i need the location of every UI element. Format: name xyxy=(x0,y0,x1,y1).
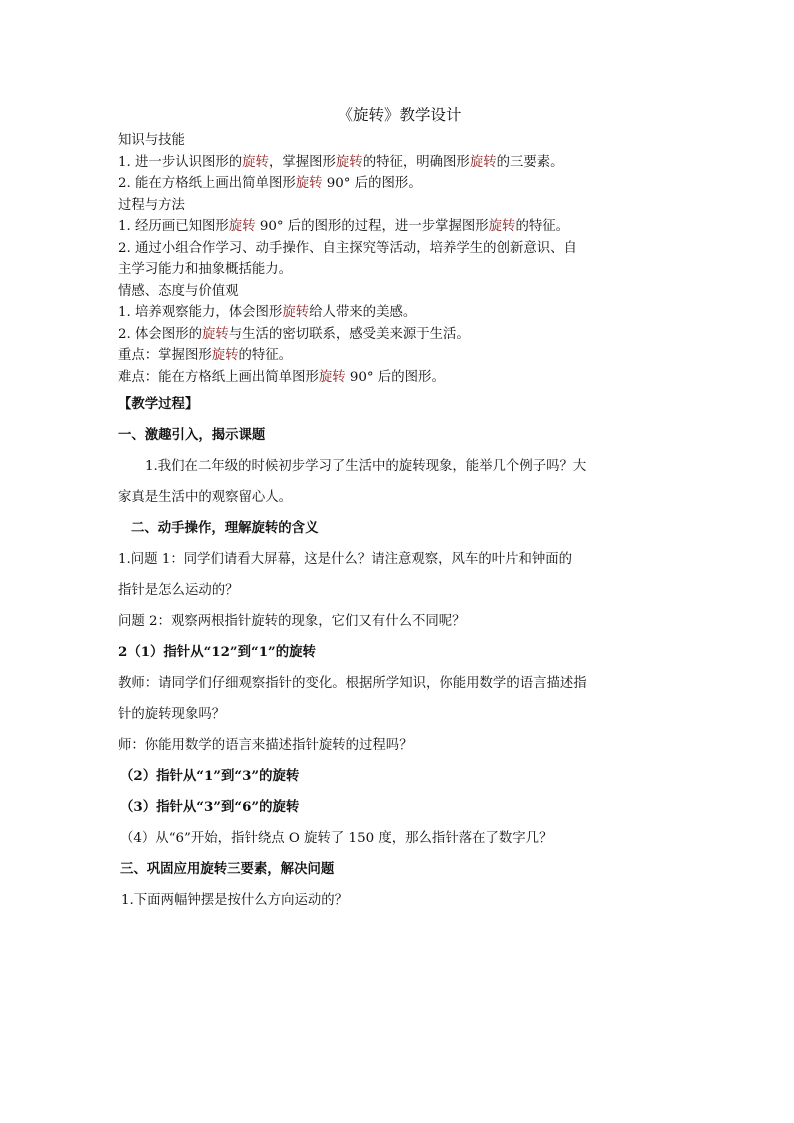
objective-text: 重点：掌握图形 xyxy=(118,348,212,363)
part2-heading: 二、动手操作，理解旋转的含义 xyxy=(131,520,319,536)
highlighted-term: 旋转 xyxy=(318,369,346,385)
objective-line xyxy=(118,130,678,152)
objective-text: 的三要素。 xyxy=(496,154,564,170)
teacher-question: 师：你能用数学的语言来描述指针旋转的过程吗？ xyxy=(118,738,413,753)
subsection4: （4）从“6”开始，指针绕点 O 旋转了 150 度，那么指针落在了数字几？ xyxy=(120,831,553,846)
teacher-line2: 针的旋转现象吗？ xyxy=(118,707,226,722)
teaching-objectives xyxy=(118,130,678,388)
objective-text: 难点：能在方格纸上画出简单图形 xyxy=(118,369,319,385)
objective-text: 2. 能在方格纸上画出简单图形 xyxy=(118,176,296,191)
objective-text: 主学习能力和抽象概括能力。 xyxy=(118,262,293,277)
highlighted-term: 旋转 xyxy=(295,176,323,191)
subsection2-heading: （2）指针从“1”到“3”的旋转 xyxy=(120,768,300,784)
objective-line xyxy=(118,173,678,195)
objective-text: 1. 经历画已知图形 xyxy=(118,219,229,234)
objective-text: 与生活的密切联系，感受美来源于生活。 xyxy=(228,326,470,342)
objective-text: ，掌握图形 xyxy=(268,154,336,170)
teacher-line1: 教师：请同学们仔细观察指针的变化。根据所学知识，你能用数学的语言描述指 xyxy=(118,676,587,691)
teaching-process xyxy=(118,392,678,913)
objective-line xyxy=(118,195,678,217)
objective-text: 1. 培养观察能力，体会图形 xyxy=(118,305,283,320)
objective-text: 2. 通过小组合作学习、动手操作、自主探究等活动，培养学生的创新意识、自 xyxy=(118,240,577,256)
highlighted-term: 旋转 xyxy=(211,348,239,363)
objective-text: 1. 进一步认识图形的 xyxy=(118,154,243,170)
objective-line xyxy=(118,216,678,238)
objective-line xyxy=(118,367,678,389)
part3-heading: 三、巩固应用旋转三要素，解决问题 xyxy=(120,861,335,877)
objective-text: 情感、态度与价值观 xyxy=(118,283,239,299)
objective-text: 90° 后的图形。 xyxy=(322,176,422,191)
objective-text: 的特征。 xyxy=(238,348,293,363)
objective-line xyxy=(118,259,678,281)
objective-text: 90° 后的图形的过程，进一步掌握图形 xyxy=(255,219,489,234)
highlighted-term: 旋转 xyxy=(242,154,269,170)
part1-paragraph-line1: 1.我们在二年级的时候初步学习了生活中的旋转现象，能举几个例子吗？大 xyxy=(145,459,587,474)
highlighted-term: 旋转 xyxy=(228,219,256,234)
objective-text: 2. 体会图形的 xyxy=(118,326,202,342)
document-title: 《旋转》教学设计 xyxy=(337,106,462,124)
objective-text: 90° 后的图形。 xyxy=(345,369,445,385)
objective-line xyxy=(118,324,678,346)
objective-line xyxy=(118,281,678,303)
highlighted-term: 旋转 xyxy=(335,154,363,170)
objective-text: 的特征，明确图形 xyxy=(362,154,470,170)
process-header: 【教学过程】 xyxy=(118,396,199,412)
highlighted-term: 旋转 xyxy=(202,326,229,342)
objective-line xyxy=(118,345,678,367)
subsection1-heading: 2（1）指针从“12”到“1”的旋转 xyxy=(118,644,316,660)
objective-text: 的特征。 xyxy=(515,219,570,234)
objective-text: 给人带来的美感。 xyxy=(309,305,417,320)
objective-line xyxy=(118,302,678,324)
question1-line1: 1.问题 1：同学们请看大屏幕，这是什么？请注意观察，风车的叶片和钟面的 xyxy=(118,552,573,567)
question1-line2: 指针是怎么运动的？ xyxy=(118,583,239,598)
document-page xyxy=(118,104,678,913)
objective-text: 过程与方法 xyxy=(118,197,185,213)
subsection3-heading: （3）指针从“3”到“6”的旋转 xyxy=(120,799,300,815)
part1-paragraph-line2: 家真是生活中的观察留心人。 xyxy=(118,490,293,505)
objective-line xyxy=(118,152,678,174)
highlighted-term: 旋转 xyxy=(469,154,497,170)
part3-question1: 1.下面两幅钟摆是按什么方向运动的？ xyxy=(121,893,349,908)
objective-text: 知识与技能 xyxy=(118,133,185,148)
part1-heading: 一、激趣引入，揭示课题 xyxy=(118,427,266,443)
highlighted-term: 旋转 xyxy=(488,219,516,234)
objective-line xyxy=(118,238,678,260)
highlighted-term: 旋转 xyxy=(282,305,310,320)
question2: 问题 2：观察两根指针旋转的现象，它们又有什么不同呢？ xyxy=(118,614,466,629)
